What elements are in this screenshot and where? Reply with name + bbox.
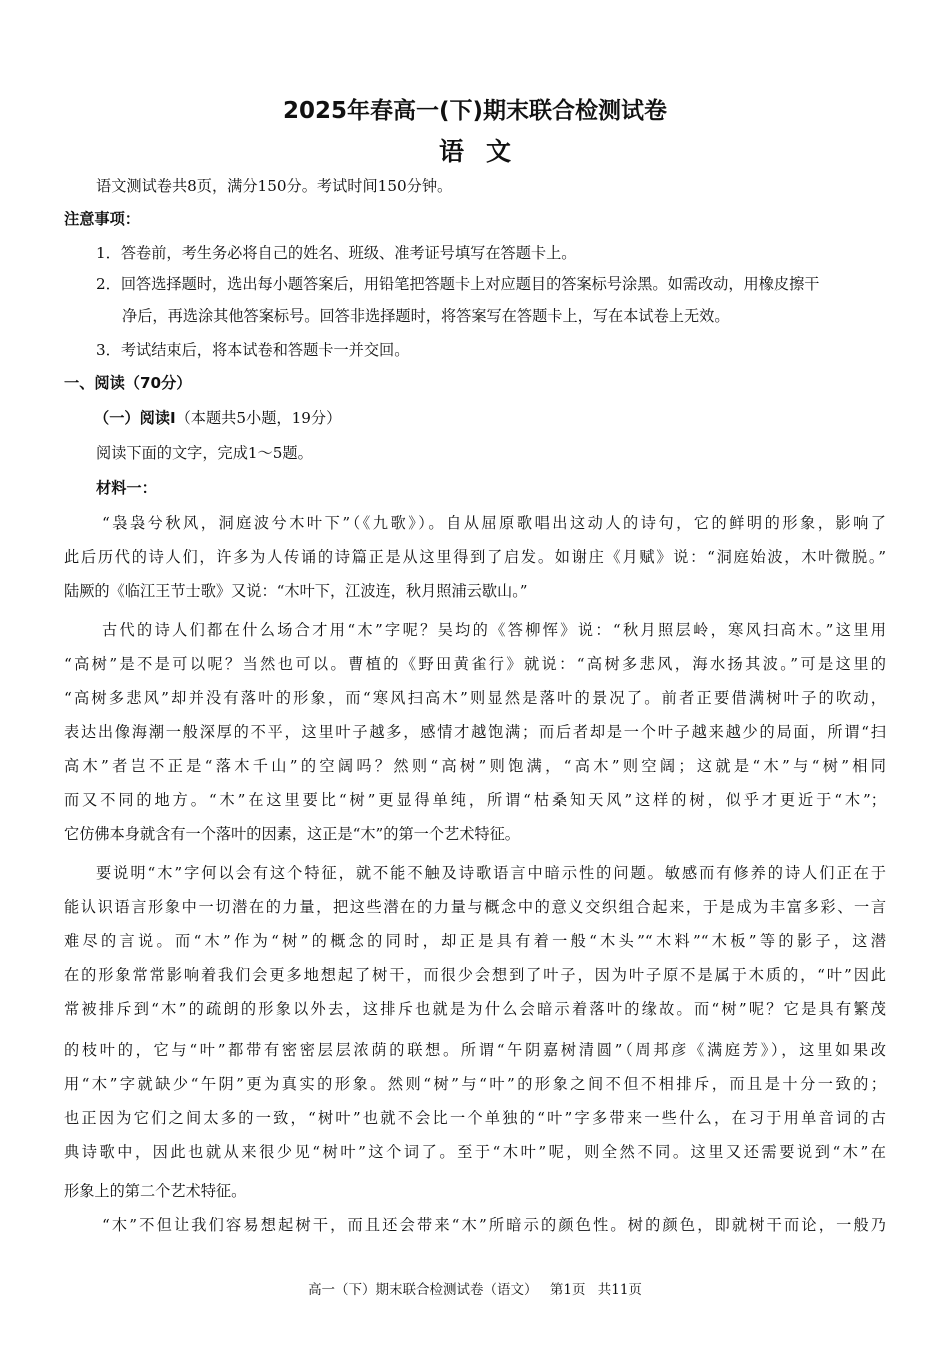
body-line: 典诗歌中，因此也就从来很少见“树叶”这个词了。至于“木叶”呢，则全然不同。这里又还需要说到“木”在 [64, 1143, 886, 1161]
sub-section-heading [94, 408, 341, 428]
body-line: 常被排斥到“木”的疏朗的形象以外去，这排斥也就是为什么会暗示着落叶的缘故。而“树”呢？它是具有繁茂 [64, 1000, 886, 1018]
footer-page-total: 共11页 [597, 1282, 642, 1298]
body-line: 难尽的言说。而“木”作为“树”的概念的同时，却正是具有着一般“木头”“木料”“木板”等的影子，这潜 [64, 932, 886, 950]
reading-instruction: 阅读下面的文字，完成1～5题。 [96, 444, 313, 462]
notice-item-continued: 净后，再选涂其他答案标号。回答非选择题时，将答案写在答题卡上，写在本试卷上无效。 [122, 307, 730, 325]
body-line: 能认识语言形象中一切潜在的力量，把这些潜在的力量与概念中的意义交织组合起来，于是成为丰富多彩、一言 [64, 898, 886, 916]
body-line: 用“木”字就缺少“午阴”更为真实的形象。然则“树”与“叶”的形象之间不但不相排斥，而且是十分一致的； [64, 1075, 886, 1093]
material-label: 材料一： [96, 479, 157, 497]
sub-section-heading-label: （一）阅读Ⅰ [94, 409, 176, 427]
sub-section-heading-note: （本题共5小题，19分） [175, 409, 342, 427]
body-line: 高木”者岂不正是“落木千山”的空阔吗？然则“高树”则饱满，“高木”则空阔；这就是“木”与“树”相同 [64, 757, 886, 775]
body-line: “袅袅兮秋风，洞庭波兮木叶下”（《九歌》）。自从屈原歌唱出这动人的诗句，它的鲜明的形象，影响了 [102, 514, 886, 532]
section-heading: 一、阅读（70分） [64, 374, 192, 392]
subject-title: 语文 [438, 137, 533, 166]
body-line: “木”不但让我们容易想起树干，而且还会带来“木”所暗示的颜色性。树的颜色，即就树干而论，一般乃 [102, 1216, 886, 1234]
body-line: 它仿佛本身就含有一个落叶的因素，这正是“木”的第一个艺术特征。 [64, 825, 520, 843]
notice-item: 3．考试结束后，将本试卷和答题卡一并交回。 [96, 341, 410, 359]
body-line: “高树多悲风”却并没有落叶的形象，而“寒风扫高木”则显然是落叶的景况了。前者正要借满树叶子的吹动， [64, 689, 886, 707]
footer-page-number: 第1页 [549, 1282, 586, 1298]
body-line: 也正因为它们之间太多的一致，“树叶”也就不会比一个单独的“叶”字多带来一些什么，在习于用单音词的古 [64, 1109, 886, 1127]
page-footer [0, 1278, 950, 1298]
notice-heading: 注意事项： [64, 210, 140, 228]
body-line: 的枝叶的，它与“叶”都带有密密层层浓荫的联想。所谓“午阴嘉树清圆”（周邦彦《满庭芳》），这里如果改 [64, 1041, 886, 1059]
body-line: 表达出像海潮一般深厚的不平，这里叶子越多，感情才越饱满；而后者却是一个叶子越来越少的局面，所谓“扫 [64, 723, 886, 741]
footer-exam-name: 高一（下）期末联合检测试卷（语文） [308, 1282, 538, 1298]
body-line: 古代的诗人们都在什么场合才用“木”字呢？吴均的《答柳恽》说：“秋月照层岭，寒风扫高木。”这里用 [102, 621, 886, 639]
body-line: 而又不同的地方。“木”在这里要比“树”更显得单纯，所谓“枯桑知天风”这样的树，似乎才更近于“木”； [64, 791, 886, 809]
notice-item: 1．答卷前，考生务必将自己的姓名、班级、准考证号填写在答题卡上。 [96, 244, 577, 262]
body-line: 在的形象常常影响着我们会更多地想起了树干，而很少会想到了叶子，因为叶子原不是属于木质的，“叶”因此 [64, 966, 886, 984]
notice-item: 2．回答选择题时，选出每小题答案后，用铅笔把答题卡上对应题目的答案标号涂黑。如需改动，用橡皮擦干 [96, 275, 820, 293]
page-title: 2025年春高一(下)期末联合检测试卷 [282, 98, 668, 124]
body-line: 此后历代的诗人们，许多为人传诵的诗篇正是从这里得到了启发。如谢庄《月赋》说：“洞庭始波，木叶微脱。” [64, 548, 886, 566]
body-line: 要说明“木”字何以会有这个特征，就不能不触及诗歌语言中暗示性的问题。敏感而有修养的诗人们正在于 [96, 864, 886, 882]
body-line: 陆厥的《临江王节士歌》又说：“木叶下，江波连，秋月照浦云歇山。” [64, 582, 528, 600]
body-line: 形象上的第二个艺术特征。 [64, 1182, 247, 1200]
exam-intro: 语文测试卷共8页，满分150分。考试时间150分钟。 [96, 177, 453, 195]
body-line: “高树”是不是可以呢？当然也可以。曹植的《野田黄雀行》就说：“高树多悲风，海水扬其波。”可是这里的 [64, 655, 886, 673]
